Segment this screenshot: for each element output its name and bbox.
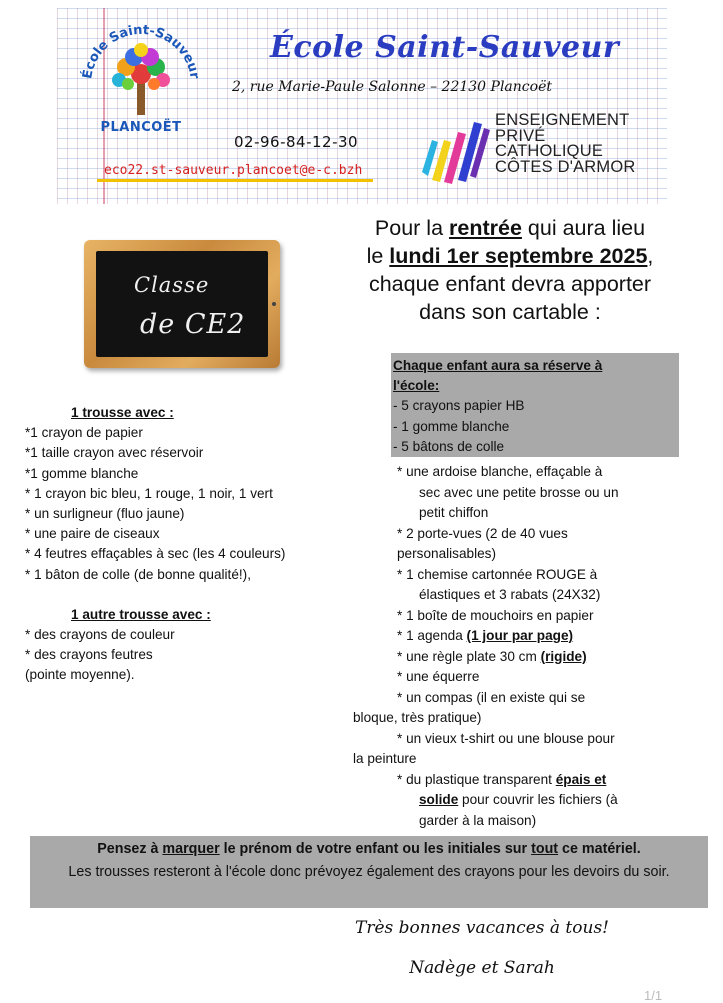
logo-city: PLANCOËT xyxy=(100,120,182,135)
list-item: * une ardoise blanche, effaçable à xyxy=(397,464,603,479)
list-item: élastiques et 3 rabats (24X32) xyxy=(419,587,601,602)
list-item: (pointe moyenne). xyxy=(25,667,135,683)
list-item: * un surligneur (fluo jaune) xyxy=(25,506,185,522)
list-item: * une équerre xyxy=(397,669,480,684)
slate-hole xyxy=(272,302,276,306)
pencil-case-list xyxy=(25,403,345,686)
reminder-band xyxy=(30,836,708,908)
reminder-line-1: Pensez à marquer le prénom de votre enfant ou les initiales sur tout ce matériel. xyxy=(97,841,641,857)
list-item: * 1 boîte de mouchoirs en papier xyxy=(397,607,594,623)
list-item: * 4 feutres effaçables à sec (les 4 couleurs) xyxy=(25,546,286,562)
list-item: la peinture xyxy=(353,751,417,766)
list-item: * 2 porte-vues (2 de 40 vues xyxy=(397,525,568,541)
list-item: sec avec une petite brosse ou un xyxy=(419,484,619,500)
ec-line: CÔTES D'ARMOR xyxy=(495,157,636,176)
list-item: petit chiffon xyxy=(419,505,489,520)
chalkboard-illustration xyxy=(84,240,280,368)
intro-line-2: le lundi 1er septembre 2025, xyxy=(366,244,654,268)
intro-text xyxy=(330,214,690,326)
supplies-list xyxy=(353,462,693,831)
list-item: * un vieux t-shirt ou une blouse pour xyxy=(397,730,615,746)
list-item: * 1 bâton de colle (de bonne qualité!), xyxy=(25,566,251,582)
list-item: bloque, très pratique) xyxy=(353,710,482,725)
list-item: garder à la maison) xyxy=(419,812,537,828)
list-item: - 1 gomme blanche xyxy=(393,418,510,434)
ec-line: CATHOLIQUE xyxy=(495,142,604,160)
list-item: *1 taille crayon avec réservoir xyxy=(25,445,204,461)
school-phone: 02-96-84-12-30 xyxy=(234,133,359,151)
page-indicator: 1/1 xyxy=(644,988,663,1003)
list-heading: 1 trousse avec : xyxy=(71,405,174,420)
list-item: *1 gomme blanche xyxy=(25,465,139,481)
reserve-title: Chaque enfant aura sa réserve à xyxy=(393,358,603,373)
school-email: eco22.st-sauveur.plancoet@e-c.bzh xyxy=(104,163,363,178)
school-reserve-box xyxy=(391,353,679,457)
list-item: * une paire de ciseaux xyxy=(25,526,160,542)
list-item: * des crayons feutres xyxy=(25,647,153,663)
chalkboard-surface xyxy=(96,251,268,357)
list-item: * 1 chemise cartonnée ROUGE à xyxy=(397,566,598,582)
intro-line-4: dans son cartable : xyxy=(419,300,601,324)
tree-icon xyxy=(76,22,206,122)
list-item: solide pour couvrir les fichiers (à xyxy=(419,792,618,807)
list-item: *1 crayon de papier xyxy=(25,425,143,441)
chalk-line-2: de CE2 xyxy=(140,309,246,340)
logo-ring-text: École Saint-Sauveur xyxy=(80,22,202,80)
ec-line: PRIVÉ xyxy=(495,126,546,145)
signature: Nadège et Sarah xyxy=(409,958,555,978)
school-logo xyxy=(76,22,206,147)
intro-line-3: chaque enfant devra apporter xyxy=(368,272,652,296)
school-name: École Saint-Sauveur xyxy=(270,30,620,65)
reminder-line-2: Les trousses resteront à l'école donc prévoyez également des crayons pour les devoirs du soir. xyxy=(68,864,670,880)
chalk-line-1: Classe xyxy=(134,273,210,297)
list-item: - 5 bâtons de colle xyxy=(393,438,505,454)
list-item: * des crayons de couleur xyxy=(25,627,175,643)
closing-wish: Très bonnes vacances à tous! xyxy=(354,918,610,938)
ec-logo-text xyxy=(495,113,636,175)
list-item: * un compas (il en existe qui se xyxy=(397,689,586,705)
list-heading: 1 autre trousse avec : xyxy=(71,606,211,622)
list-item: - 5 crayons papier HB xyxy=(393,398,525,414)
color-stripes-icon xyxy=(414,110,494,188)
email-underline xyxy=(97,179,373,182)
intro-line-1: Pour la rentrée qui aura lieu xyxy=(374,216,646,240)
reserve-title: l'école: xyxy=(393,378,440,394)
list-item: * 1 agenda (1 jour par page) xyxy=(397,628,574,643)
school-address: 2, rue Marie-Paule Salonne – 22130 Plancoët xyxy=(232,79,552,95)
ec-line: ENSEIGNEMENT xyxy=(495,111,630,129)
list-item: * une règle plate 30 cm (rigide) xyxy=(397,648,587,664)
list-item: personalisables) xyxy=(397,546,496,561)
list-item: * du plastique transparent épais et xyxy=(397,771,607,787)
list-item: * 1 crayon bic bleu, 1 rouge, 1 noir, 1 vert xyxy=(25,485,273,501)
